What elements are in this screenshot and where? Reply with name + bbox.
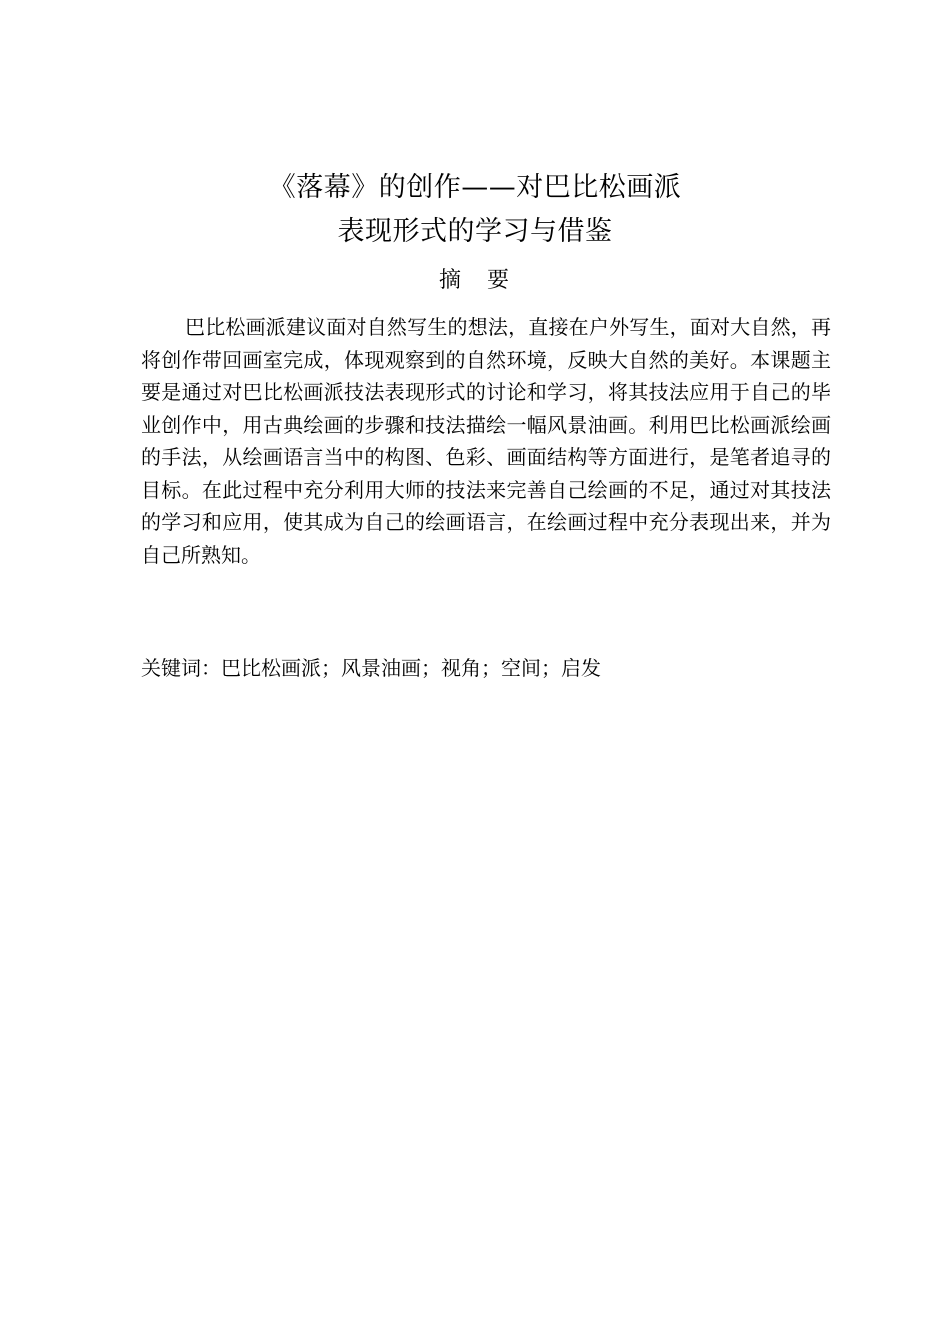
title-line-1: 《落幕》的创作——对巴比松画派 [268, 172, 682, 203]
abstract-heading: 摘 要 [438, 268, 511, 293]
title-line-2: 表现形式的学习与借鉴 [337, 216, 613, 247]
keywords-label: 关键词： [141, 656, 221, 680]
keywords-value: 巴比松画派；风景油画；视角；空间；启发 [221, 656, 601, 680]
abstract-body: 巴比松画派建议面对自然写生的想法，直接在户外写生，面对大自然，再将创作带回画室完成，体现观察到的自然环境，反映大自然的美好。本课题主要是通过对巴比松画派技法表现形式的讨论和学习，将其技法应用于自己的毕业创作中，用古典绘画的步骤和技法描绘一幅风景油画。利用巴比松画派绘画的手法，从绘画语言当中的构图、色彩、画面结构等方面进行，是笔者追寻的目标。在此过程中充分利用大师的技法来完善自己绘画的不足，通过对其技法的学习和应用，使其成为自己的绘画语言，在绘画过程中充分表现出来，并为自己所熟知。 [141, 315, 831, 567]
document-title [0, 166, 950, 254]
keywords-line [141, 652, 841, 685]
